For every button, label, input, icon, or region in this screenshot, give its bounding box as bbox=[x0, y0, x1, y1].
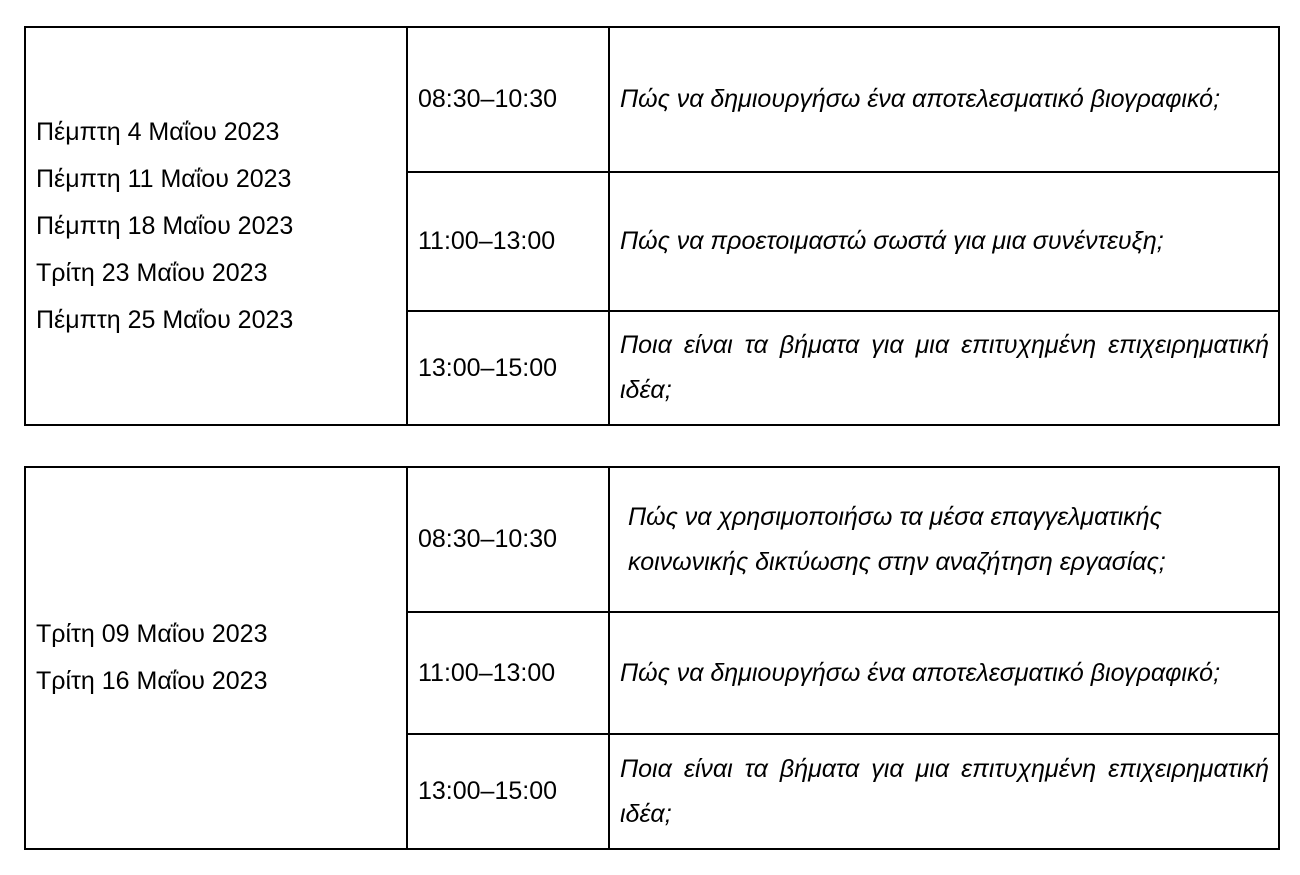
session-time: 11:00–13:00 bbox=[407, 172, 609, 311]
dates-cell bbox=[25, 27, 407, 425]
date-line: Τρίτη 16 Μαΐου 2023 bbox=[36, 667, 268, 695]
session-topic: Πώς να προετοιμαστώ σωστά για μια συνέντευξη; bbox=[609, 172, 1279, 311]
date-line: Πέμπτη 11 Μαΐου 2023 bbox=[36, 164, 292, 193]
date-line: Πέμπτη 18 Μαΐου 2023 bbox=[36, 211, 294, 240]
session-time: 08:30–10:30 bbox=[407, 467, 609, 612]
table-row bbox=[25, 27, 1279, 172]
date-line: Τρίτη 23 Μαΐου 2023 bbox=[36, 258, 268, 287]
session-topic: Ποια είναι τα βήματα για μια επιτυχημένη επιχειρηματική ιδέα; bbox=[609, 311, 1279, 425]
date-line: Τρίτη 09 Μαΐου 2023 bbox=[36, 620, 268, 648]
date-line: Πέμπτη 25 Μαΐου 2023 bbox=[36, 305, 294, 334]
session-topic: Πώς να δημιουργήσω ένα αποτελεσματικό βιογραφικό; bbox=[609, 27, 1279, 172]
session-time: 13:00–15:00 bbox=[407, 311, 609, 425]
session-topic: Πώς να δημιουργήσω ένα αποτελεσματικό βιογραφικό; bbox=[609, 612, 1279, 734]
dates-cell bbox=[25, 467, 407, 849]
schedule-table-1 bbox=[24, 26, 1280, 426]
schedule-table-2 bbox=[24, 466, 1280, 850]
session-time: 11:00–13:00 bbox=[407, 612, 609, 734]
session-time: 08:30–10:30 bbox=[407, 27, 609, 172]
session-topic: Ποια είναι τα βήματα για μια επιτυχημένη επιχειρηματική ιδέα; bbox=[609, 734, 1279, 849]
date-line: Πέμπτη 4 Μαΐου 2023 bbox=[36, 117, 280, 146]
session-topic: Πώς να χρησιμοποιήσω τα μέσα επαγγελματικής κοινωνικής δικτύωσης στην αναζήτηση εργασίας; bbox=[609, 467, 1279, 612]
session-time: 13:00–15:00 bbox=[407, 734, 609, 849]
table-row bbox=[25, 467, 1279, 612]
